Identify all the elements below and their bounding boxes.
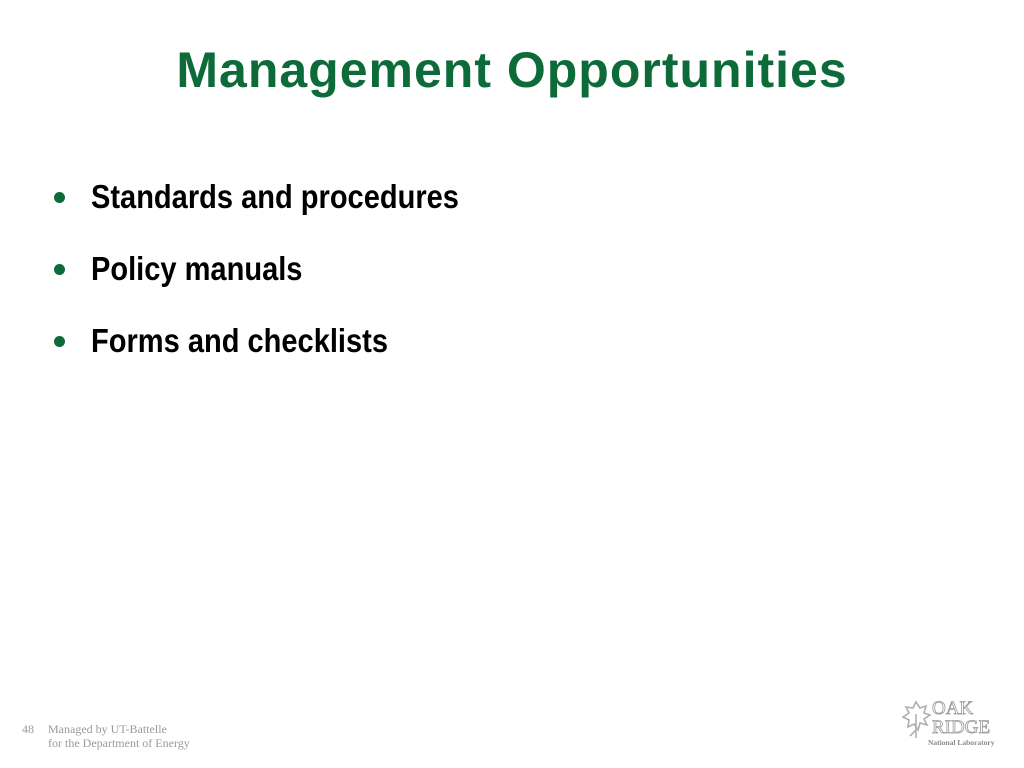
logo-oak: OAK bbox=[932, 698, 974, 719]
logo-ridge: RIDGE bbox=[932, 717, 991, 738]
footer-credit bbox=[48, 722, 190, 750]
bullet-text: Policy manuals bbox=[91, 250, 303, 287]
footer-line-2: for the Department of Energy bbox=[48, 736, 190, 750]
bullet-text: Forms and checklists bbox=[91, 322, 388, 359]
bullet-dot-icon bbox=[54, 192, 65, 203]
bullet-dot-icon bbox=[54, 336, 65, 347]
slide-title: Management Opportunities bbox=[176, 42, 848, 98]
page-number: 48 bbox=[22, 722, 34, 736]
bullet-item bbox=[54, 314, 509, 386]
bullet-item bbox=[54, 170, 509, 242]
bullet-dot-icon bbox=[54, 264, 65, 275]
bullet-item bbox=[54, 242, 509, 314]
ornl-logo bbox=[898, 694, 1006, 748]
footer-line-1: Managed by UT-Battelle bbox=[48, 722, 167, 736]
logo-national-laboratory: National Laboratory bbox=[928, 738, 995, 747]
bullet-list bbox=[54, 170, 509, 386]
bullet-text: Standards and procedures bbox=[91, 178, 459, 215]
leaf-icon bbox=[903, 702, 930, 738]
